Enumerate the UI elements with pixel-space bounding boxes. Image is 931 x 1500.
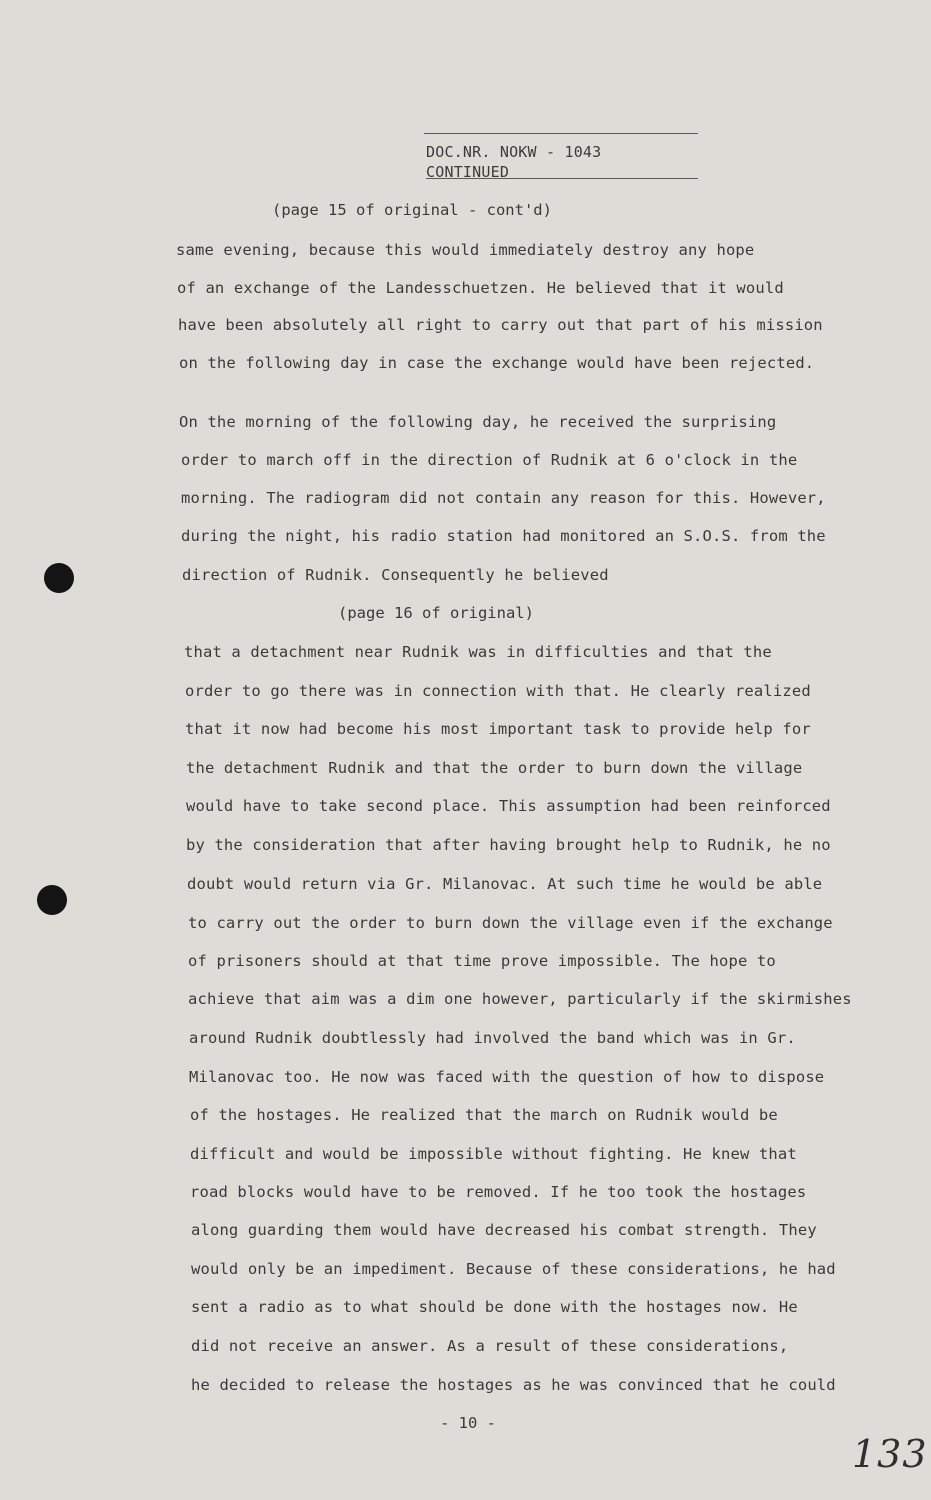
text-line: on the following day in case the exchange would have been rejected. bbox=[179, 354, 815, 372]
text-line: along guarding them would have decreased his combat strength. They bbox=[191, 1221, 817, 1239]
page-number: - 10 - bbox=[440, 1414, 496, 1432]
text-line: of an exchange of the Landesschuetzen. He believed that it would bbox=[177, 279, 784, 297]
text-line: have been absolutely all right to carry out that part of his mission bbox=[178, 316, 823, 334]
text-line: same evening, because this would immediately destroy any hope bbox=[176, 241, 755, 259]
text-line: On the morning of the following day, he received the surprising bbox=[179, 413, 777, 431]
text-line: morning. The radiogram did not contain any reason for this. However, bbox=[181, 489, 826, 507]
text-line: by the consideration that after having brought help to Rudnik, he no bbox=[186, 836, 831, 854]
text-line: around Rudnik doubtlessly had involved the band which was in Gr. bbox=[189, 1029, 796, 1047]
text-line: difficult and would be impossible without fighting. He knew that bbox=[190, 1145, 797, 1163]
page-reference-top: (page 15 of original - cont'd) bbox=[272, 201, 552, 219]
text-line: he decided to release the hostages as he was convinced that he could bbox=[191, 1376, 836, 1394]
page-reference-mid: (page 16 of original) bbox=[338, 604, 534, 622]
header-rule-bottom bbox=[426, 178, 698, 179]
text-line: direction of Rudnik. Consequently he believed bbox=[182, 566, 609, 584]
handwritten-folio-number: 133 bbox=[852, 1432, 928, 1476]
text-line: road blocks would have to be removed. If he too took the hostages bbox=[190, 1183, 807, 1201]
text-line: that a detachment near Rudnik was in difficulties and that the bbox=[184, 643, 772, 661]
punch-hole bbox=[37, 885, 67, 915]
text-line: achieve that aim was a dim one however, particularly if the skirmishes bbox=[188, 990, 852, 1008]
text-line: sent a radio as to what should be done with the hostages now. He bbox=[191, 1298, 798, 1316]
text-line: doubt would return via Gr. Milanovac. At such time he would be able bbox=[187, 875, 823, 893]
text-line: order to go there was in connection with that. He clearly realized bbox=[185, 682, 811, 700]
text-line: of prisoners should at that time prove impossible. The hope to bbox=[188, 952, 776, 970]
text-line: Milanovac too. He now was faced with the question of how to dispose bbox=[189, 1068, 825, 1086]
header-rule-top bbox=[424, 133, 698, 134]
text-line: to carry out the order to burn down the village even if the exchange bbox=[188, 914, 833, 932]
text-line: order to march off in the direction of Rudnik at 6 o'clock in the bbox=[181, 451, 798, 469]
text-line: would only be an impediment. Because of these considerations, he had bbox=[191, 1260, 836, 1278]
text-line: the detachment Rudnik and that the order to burn down the village bbox=[186, 759, 803, 777]
punch-hole bbox=[44, 563, 74, 593]
text-line: of the hostages. He realized that the march on Rudnik would be bbox=[190, 1106, 778, 1124]
text-line: that it now had become his most important task to provide help for bbox=[185, 720, 811, 738]
continued-label: CONTINUED bbox=[426, 163, 510, 181]
doc-number: DOC.NR. NOKW - 1043 bbox=[426, 143, 602, 161]
text-line: during the night, his radio station had monitored an S.O.S. from the bbox=[181, 527, 826, 545]
text-line: did not receive an answer. As a result of these considerations, bbox=[191, 1337, 789, 1355]
text-line: would have to take second place. This assumption had been reinforced bbox=[186, 797, 831, 815]
